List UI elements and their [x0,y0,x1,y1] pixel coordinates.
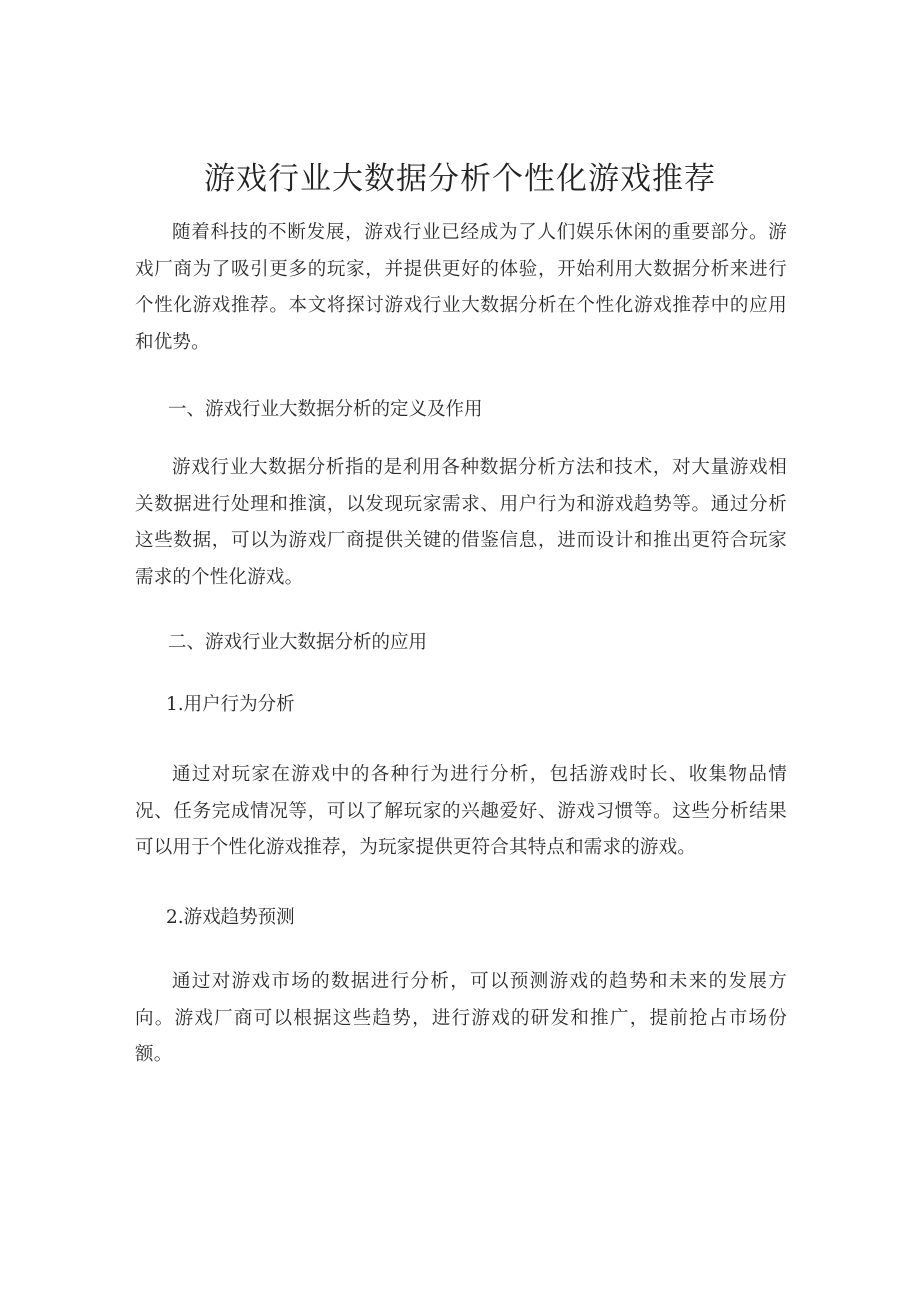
section-1-heading: 一、游戏行业大数据分析的定义及作用 [168,399,483,420]
section-2-heading: 二、游戏行业大数据分析的应用 [168,632,428,653]
subsection-2-paragraph: 通过对游戏市场的数据进行分析，可以预测游戏的趋势和未来的发展方向。游戏厂商可以根据这些趋势，进行游戏的研发和推广，提前抢占市场份额。 [135,971,787,1065]
subsection-2-heading: 2.游戏趋势预测 [166,907,295,928]
subsection-1-heading: 1.用户行为分析 [166,694,295,715]
subsection-1-paragraph: 通过对玩家在游戏中的各种行为进行分析，包括游戏时长、收集物品情况、任务完成情况等，可以了解玩家的兴趣爱好、游戏习惯等。这些分析结果可以用于个性化游戏推荐，为玩家提供更符合其特点和需求的游戏。 [135,764,787,858]
intro-paragraph: 随着科技的不断发展，游戏行业已经成为了人们娱乐休闲的重要部分。游戏厂商为了吸引更多的玩家，并提供更好的体验，开始利用大数据分析来进行个性化游戏推荐。本文将探讨游戏行业大数据分析在个性化游戏推荐中的应用和优势。 [135,222,787,353]
document-title: 游戏行业大数据分析个性化游戏推荐 [204,161,716,197]
section-1-paragraph: 游戏行业大数据分析指的是利用各种数据分析方法和技术，对大量游戏相关数据进行处理和推演，以发现玩家需求、用户行为和游戏趋势等。通过分析这些数据，可以为游戏厂商提供关键的借鉴信息，进而设计和推出更符合玩家需求的个性化游戏。 [135,457,787,588]
